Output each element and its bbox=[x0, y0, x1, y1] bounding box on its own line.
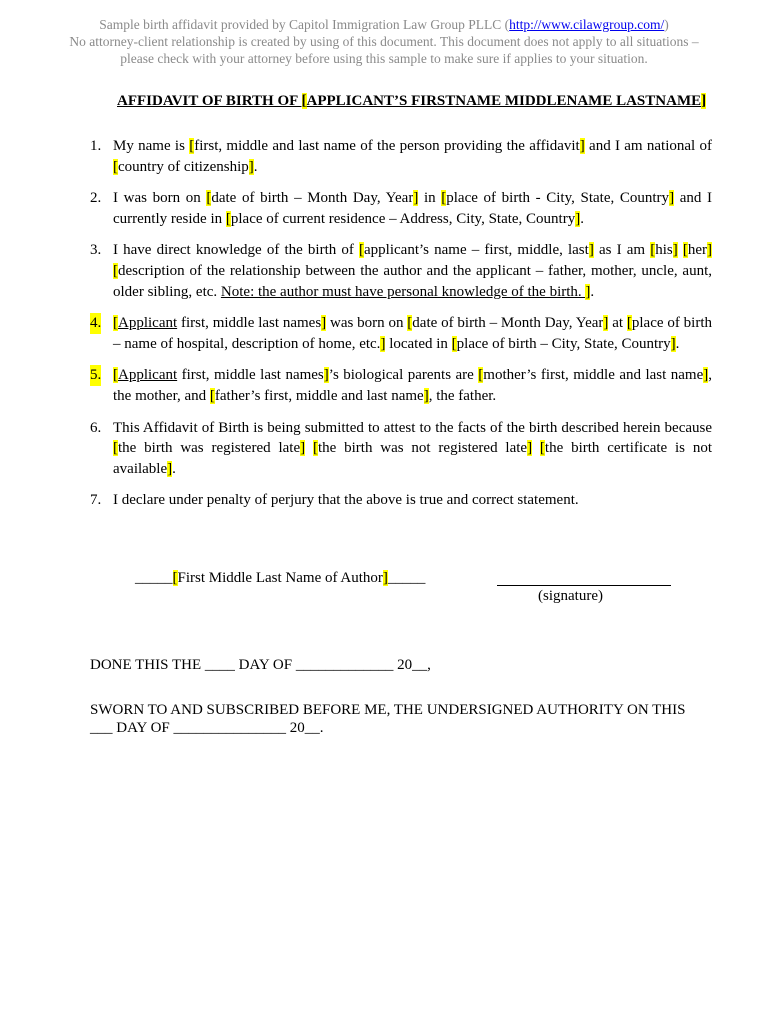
statement-text: in bbox=[418, 190, 442, 207]
statement-number: 6. bbox=[90, 419, 102, 436]
highlighted-bracket: [ bbox=[113, 440, 118, 457]
affidavit-statements-list bbox=[90, 136, 712, 522]
highlighted-bracket: ] bbox=[603, 315, 609, 332]
highlighted-bracket: [ bbox=[113, 262, 118, 279]
statement-text: , the father. bbox=[428, 387, 497, 404]
statement-text: I was born on bbox=[113, 190, 207, 207]
statement-text: first, middle and last name of the person providing the affidavit bbox=[194, 138, 580, 154]
statement-text: and I am national of bbox=[584, 138, 713, 154]
statement-text: the birth was not registered late bbox=[317, 440, 528, 457]
sworn-subscribed-line: SWORN TO AND SUBSCRIBED BEFORE ME, THE UNDERSIGNED AUTHORITY ON THIS ___ DAY OF _______________ 20__. bbox=[90, 702, 686, 736]
statement-text: ’s biological parents are bbox=[328, 367, 479, 384]
statement-text: This Affidavit of Birth is being submitted to attest to the facts of the birth described herein because bbox=[113, 419, 712, 436]
statement-number: 3. bbox=[90, 242, 102, 259]
statement-item bbox=[90, 240, 712, 302]
title-text: AFFIDAVIT OF BIRTH OF bbox=[117, 93, 302, 109]
highlighted-bracket: ] bbox=[585, 283, 591, 300]
highlighted-bracket: [ bbox=[209, 387, 215, 404]
statement-text: . bbox=[253, 158, 258, 175]
statement-number: 4. bbox=[90, 313, 101, 334]
author-line-underscores-end: _____ bbox=[387, 570, 426, 586]
author-bracket-close: ] bbox=[382, 570, 388, 586]
statement-text: My name is bbox=[113, 138, 190, 154]
highlighted-bracket: [ bbox=[189, 138, 195, 154]
statement-text: place of birth – City, State, Country bbox=[456, 335, 671, 352]
highlighted-bracket: ] bbox=[707, 242, 713, 259]
highlighted-bracket: ] bbox=[380, 335, 386, 352]
highlighted-bracket: ] bbox=[579, 138, 585, 154]
highlighted-bracket: [ bbox=[113, 367, 118, 384]
highlighted-bracket: [ bbox=[225, 210, 231, 227]
statement-text: place of birth – name of hospital, description of home, etc. bbox=[113, 315, 713, 352]
statement-item bbox=[90, 313, 712, 354]
statement-text: place of current residence – Address, City, State, Country bbox=[230, 210, 576, 227]
highlighted-bracket: ] bbox=[575, 210, 581, 227]
statement-text: located in bbox=[385, 335, 452, 352]
statement-text: Applicant bbox=[118, 315, 178, 332]
statement-text: I declare under penalty of perjury that the above is true and correct statement. bbox=[113, 492, 579, 509]
statement-text: first, middle last names bbox=[177, 315, 322, 332]
statement-text: Applicant bbox=[118, 367, 178, 384]
signature-label: (signature) bbox=[538, 588, 603, 604]
statement-number: 7. bbox=[90, 492, 102, 509]
statement-text: first, middle last names bbox=[177, 367, 324, 384]
highlighted-bracket: [ bbox=[650, 242, 656, 259]
highlighted-bracket: ] bbox=[672, 242, 678, 259]
statement-text: , the mother, and bbox=[113, 367, 713, 404]
statement-text: her bbox=[687, 242, 708, 259]
statement-text: mother’s first, middle and last name bbox=[483, 367, 704, 384]
statement-item bbox=[90, 136, 712, 177]
highlighted-bracket: ] bbox=[527, 440, 533, 457]
highlighted-bracket: [ bbox=[206, 190, 212, 207]
statement-text: . bbox=[590, 283, 595, 300]
highlighted-bracket: [ bbox=[478, 367, 484, 384]
statement-number: 5. bbox=[90, 365, 101, 386]
header-line-2: No attorney-client relationship is created by using of this document. This document does not apply to all situations – bbox=[69, 34, 699, 49]
highlighted-bracket: [ bbox=[682, 242, 688, 259]
statement-text: date of birth – Month Day, Year bbox=[211, 190, 414, 207]
statement-item bbox=[90, 188, 712, 229]
highlighted-bracket: ] bbox=[669, 190, 675, 207]
highlighted-bracket: ] bbox=[248, 158, 254, 175]
statement-text: applicant’s name – first, middle, last bbox=[364, 242, 589, 259]
done-this-day-line: DONE THIS THE ____ DAY OF _____________ 20__, bbox=[90, 657, 431, 673]
statement-text: was born on bbox=[326, 315, 408, 332]
statement-text: place of birth - City, State, Country bbox=[446, 190, 670, 207]
statement-text bbox=[305, 440, 313, 456]
statement-text: and I currently reside in bbox=[113, 190, 712, 227]
header-paren-close: ) bbox=[664, 17, 669, 32]
title-bracket-close: ] bbox=[701, 93, 707, 109]
statement-text: his bbox=[655, 242, 673, 259]
statement-item bbox=[90, 418, 712, 480]
statement-text: at bbox=[608, 315, 627, 332]
statement-text: . bbox=[675, 335, 680, 352]
statement-text: . bbox=[172, 460, 176, 477]
document-title bbox=[117, 93, 717, 110]
highlighted-bracket: [ bbox=[539, 440, 545, 457]
highlighted-bracket: ] bbox=[300, 440, 306, 457]
header-line-1 bbox=[0, 17, 768, 34]
highlighted-bracket: ] bbox=[167, 460, 173, 477]
statement-text: the birth certificate is not available bbox=[113, 440, 713, 477]
highlighted-bracket: [ bbox=[113, 158, 118, 175]
website-link[interactable]: http://www.cilawgroup.com/ bbox=[509, 17, 665, 32]
author-name-line bbox=[135, 570, 425, 587]
highlighted-bracket: [ bbox=[359, 242, 365, 259]
statement-text: I have direct knowledge of the birth of bbox=[113, 242, 360, 259]
header-line-3: please check with your attorney before using this sample to make sure if applies to your situation. bbox=[120, 51, 648, 66]
highlighted-bracket: [ bbox=[407, 315, 413, 332]
highlighted-bracket: [ bbox=[451, 335, 457, 352]
highlighted-bracket: [ bbox=[626, 315, 632, 332]
author-line-underscores: _____ bbox=[135, 570, 173, 586]
highlighted-bracket: [ bbox=[312, 440, 318, 457]
title-placeholder: APPLICANT’S FIRSTNAME MIDDLENAME LASTNAME bbox=[306, 93, 702, 109]
statement-text: Note: the author must have personal knowledge of the birth. bbox=[220, 283, 586, 300]
author-bracket-open: [ bbox=[172, 570, 178, 586]
statement-number: 1. bbox=[90, 138, 102, 154]
highlighted-bracket: ] bbox=[321, 315, 327, 332]
statement-text: . bbox=[580, 210, 584, 227]
title-bracket-open: [ bbox=[301, 93, 307, 109]
highlighted-bracket: [ bbox=[441, 190, 447, 207]
highlighted-bracket: ] bbox=[703, 367, 709, 384]
header-disclaimer-text: Sample birth affidavit provided by Capitol Immigration Law Group PLLC ( bbox=[99, 17, 510, 32]
statement-text bbox=[532, 440, 540, 456]
statement-item bbox=[90, 490, 712, 511]
signature-line bbox=[497, 585, 671, 586]
statement-item bbox=[90, 365, 712, 406]
statement-text: the birth was registered late bbox=[118, 440, 301, 457]
statement-text: as I am bbox=[593, 242, 651, 259]
statement-number: 2. bbox=[90, 190, 102, 207]
statement-text: description of the relationship between the author and the applicant – father, mother, uncle, aunt, older sibling, etc. bbox=[113, 262, 712, 300]
highlighted-bracket: ] bbox=[423, 387, 429, 404]
highlighted-bracket: ] bbox=[323, 367, 329, 384]
statement-text: country of citizenship bbox=[118, 158, 249, 175]
author-name-placeholder: First Middle Last Name of Author bbox=[177, 570, 383, 586]
highlighted-bracket: ] bbox=[413, 190, 419, 207]
highlighted-bracket: [ bbox=[113, 315, 118, 332]
statement-text: date of birth – Month Day, Year bbox=[412, 315, 604, 332]
highlighted-bracket: ] bbox=[588, 242, 594, 259]
highlighted-bracket: ] bbox=[670, 335, 676, 352]
statement-text: father’s first, middle and last name bbox=[214, 387, 424, 404]
